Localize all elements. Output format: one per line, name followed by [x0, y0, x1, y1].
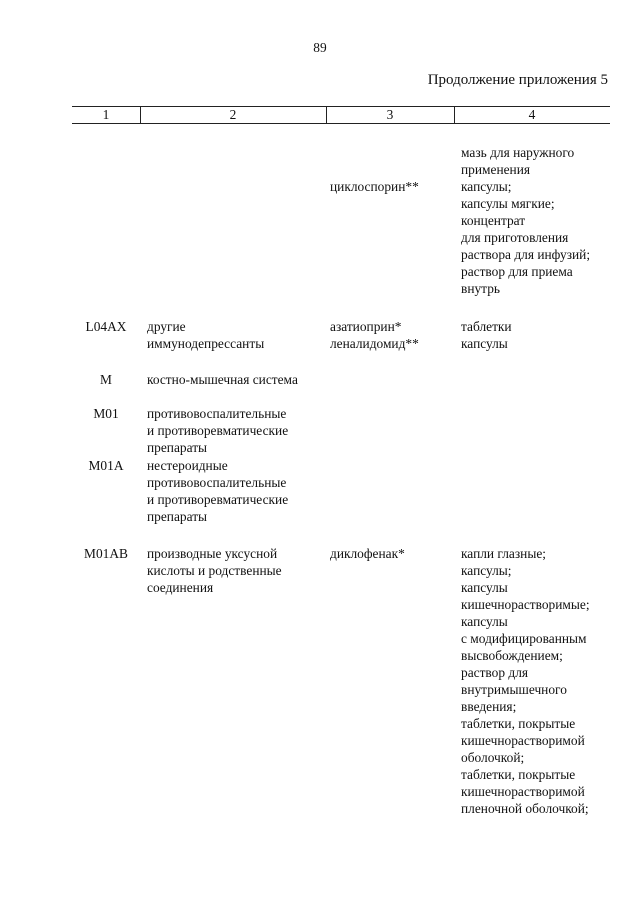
- header-bottom-border: [72, 123, 610, 124]
- drug-name: диклофенак*: [330, 546, 405, 561]
- page-number: 89: [313, 40, 327, 55]
- atc-code: M: [100, 372, 112, 387]
- drug-name: циклоспорин**: [330, 179, 419, 194]
- group-name: нестероидные противовоспалительные и противоревматические препараты: [147, 458, 289, 524]
- header-col-3: 3: [386, 107, 394, 122]
- atc-code: M01: [93, 406, 119, 421]
- group-name: другие иммунодепрессанты: [147, 319, 265, 351]
- atc-code: M01AB: [84, 546, 128, 561]
- atc-code: M01A: [88, 458, 124, 473]
- group-name: производные уксусной кислоты и родственные соединения: [147, 546, 282, 595]
- header-col-1: 1: [102, 107, 110, 122]
- dosage-forms: капли глазные; капсулы; капсулы кишечнорастворимые; капсулы с модифицированным высвобождением; раствор для внутримышечного введения; таблетки, покрытые кишечнорастворимой оболочкой; таблетки, покрытые кишечнорастворимой пленочной оболочкой;: [461, 546, 590, 816]
- header-col-2: 2: [229, 107, 237, 122]
- header-col-4: 4: [528, 107, 536, 122]
- dosage-forms: мазь для наружного применения капсулы; капсулы мягкие; концентрат для приготовления раствора для инфузий; раствор для приема внутрь: [461, 145, 591, 296]
- group-name: противовоспалительные и противоревматические препараты: [147, 406, 289, 455]
- atc-code: L04AX: [85, 319, 127, 334]
- dosage-forms: таблетки капсулы: [461, 319, 512, 351]
- group-name: костно-мышечная система: [147, 372, 298, 387]
- drug-name: азатиоприн* леналидомид**: [330, 319, 419, 351]
- continuation-title: Продолжение приложения 5: [427, 72, 608, 88]
